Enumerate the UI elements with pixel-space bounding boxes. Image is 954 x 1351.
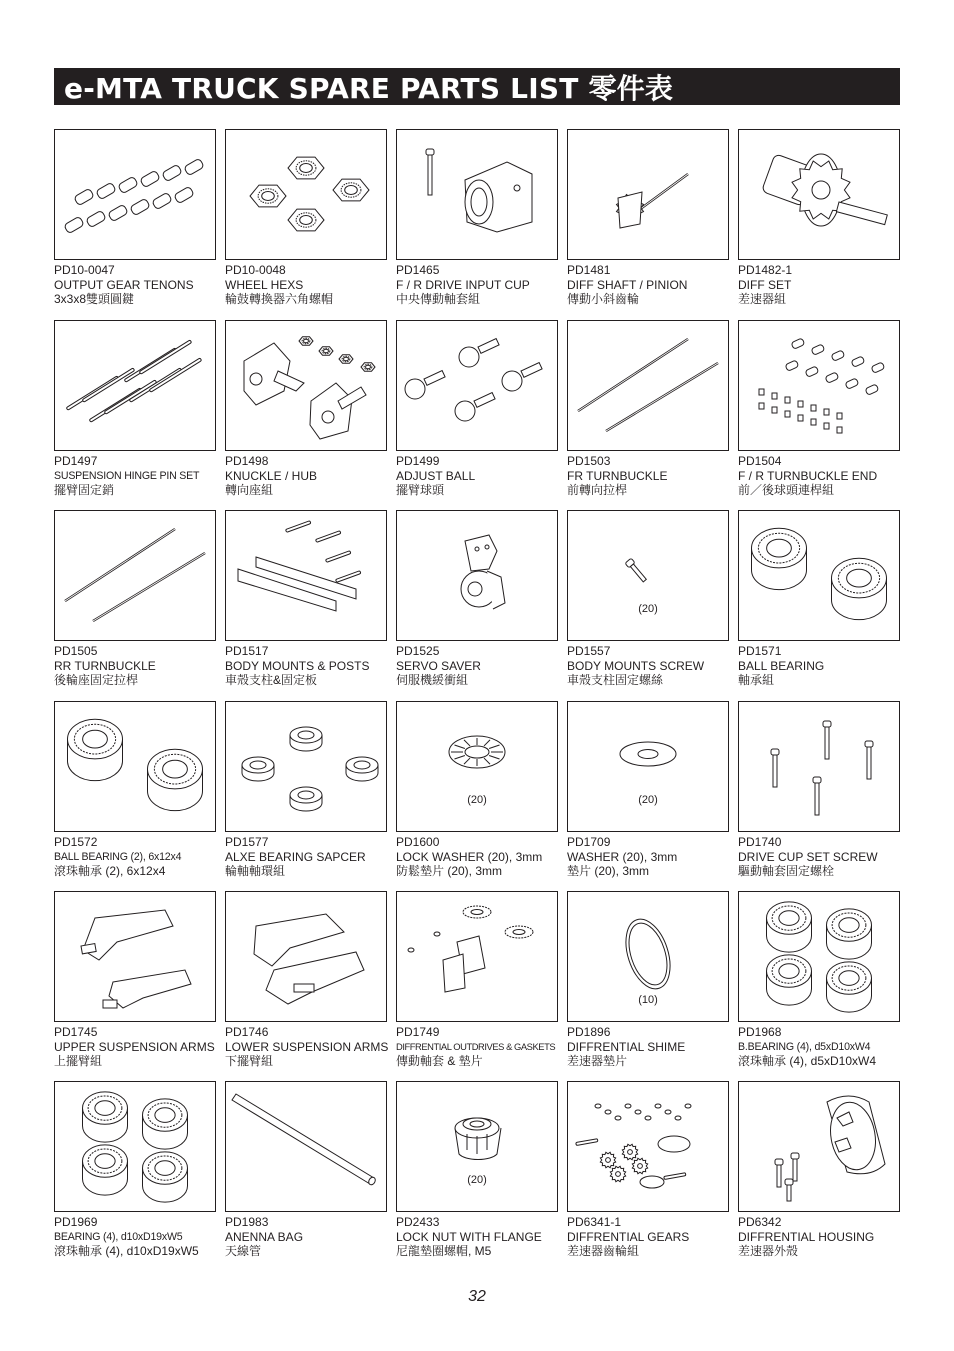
part-image [738, 129, 900, 260]
part-pd1740 [738, 701, 900, 889]
part-code: PD1983 [225, 1215, 269, 1229]
drive-cup-icon [397, 130, 557, 259]
part-code: PD1600 [396, 835, 440, 849]
part-pd1749 [396, 891, 558, 1079]
part-caption [54, 644, 224, 688]
part-name: SUSPENSION HINGE PIN SET [54, 469, 200, 482]
part-pd1600 [396, 701, 558, 889]
part-name: B.BEARING (4), d5xD10xW4 [738, 1040, 871, 1053]
bearing-icon [739, 511, 899, 640]
part-name-chinese: 擺臂固定銷 [54, 483, 115, 498]
part-name: DIFF SET [738, 277, 792, 292]
part-pd10-0047 [54, 129, 216, 317]
part-code: PD1503 [567, 454, 611, 468]
part-caption [54, 1215, 224, 1259]
part-image [54, 320, 216, 451]
part-caption [567, 1025, 737, 1069]
part-name: LOCK WASHER (20), 3mm [396, 849, 543, 864]
part-pd1499 [396, 320, 558, 508]
turnbuckle-icon [55, 511, 215, 640]
part-name: DIFF SHAFT / PINION [567, 277, 688, 292]
part-image [738, 701, 900, 832]
part-pd1465 [396, 129, 558, 317]
part-image [567, 510, 729, 641]
part-name-chinese: 差速器齒輪組 [567, 1244, 640, 1259]
part-name-chinese: 輪鼓轉換器六角螺帽 [225, 292, 334, 307]
part-name-chinese: 驅動軸套固定螺栓 [738, 864, 835, 879]
ball-stud-icon [397, 321, 557, 450]
part-pd1746 [225, 891, 387, 1079]
part-caption [396, 644, 566, 688]
part-name-chinese: 車殼支柱&固定板 [225, 673, 318, 688]
part-code: PD2433 [396, 1215, 440, 1229]
part-caption [567, 1215, 737, 1259]
part-name: BALL BEARING (2), 6x12x4 [54, 850, 182, 863]
part-caption [738, 644, 908, 688]
part-pd1709 [567, 701, 729, 889]
part-image [225, 701, 387, 832]
part-caption [396, 835, 566, 879]
page-number: 32 [468, 1288, 486, 1305]
part-name: ADJUST BALL [396, 468, 476, 483]
part-name: DIFFRENTIAL OUTDRIVES & GASKETS [396, 1040, 556, 1052]
part-name: OUTPUT GEAR TENONS [54, 277, 194, 292]
tenons-icon [55, 130, 215, 259]
part-code: PD1481 [567, 263, 611, 277]
part-image [225, 891, 387, 1022]
part-name: DRIVE CUP SET SCREW [738, 849, 878, 864]
part-name-chinese: 輪軸軸環組 [225, 864, 286, 879]
part-caption [738, 263, 908, 307]
bearing-icon [739, 892, 899, 1021]
part-code: PD6341-1 [567, 1215, 622, 1229]
part-pd1896 [567, 891, 729, 1079]
part-caption [225, 644, 395, 688]
part-pd1504 [738, 320, 900, 508]
part-name: RR TURNBUCKLE [54, 658, 156, 673]
bearing-icon [55, 1082, 215, 1211]
part-pd1572 [54, 701, 216, 889]
part-name: ALXE BEARING SAPCER [225, 849, 366, 864]
part-image [567, 1081, 729, 1212]
part-caption [54, 454, 224, 498]
part-image [396, 129, 558, 260]
part-code: PD1497 [54, 454, 98, 468]
part-image [396, 320, 558, 451]
bearing-icon [55, 702, 215, 831]
part-name-chinese: 尼龍墊圈螺帽, M5 [396, 1244, 492, 1259]
pinion-icon [568, 130, 728, 259]
part-pd1968 [738, 891, 900, 1079]
part-image [54, 891, 216, 1022]
part-image [54, 510, 216, 641]
part-image [567, 891, 729, 1022]
part-caption [225, 1215, 395, 1259]
part-pd1571 [738, 510, 900, 698]
part-code: PD1745 [54, 1025, 98, 1039]
part-image [225, 129, 387, 260]
part-code: PD1504 [738, 454, 782, 468]
part-name: WHEEL HEXS [225, 277, 304, 292]
part-name-chinese: 天線管 [225, 1244, 262, 1259]
part-name-chinese: 車殼支柱固定螺絲 [567, 673, 664, 688]
part-image [396, 510, 558, 641]
part-name-chinese: 滾珠軸承 (4), d10xD19xW5 [54, 1244, 199, 1259]
part-name-chinese: 下擺臂組 [225, 1054, 274, 1069]
part-image [738, 320, 900, 451]
upper-arm-icon [55, 892, 215, 1021]
part-name-chinese: 伺服機緩衝組 [396, 673, 469, 688]
part-name: KNUCKLE / HUB [225, 468, 318, 483]
part-pd1557 [567, 510, 729, 698]
part-name-chinese: 轉向座組 [225, 483, 274, 498]
part-name-chinese: 傳動軸套 & 墊片 [396, 1054, 483, 1069]
part-name: BEARING (4), d10xD19xW5 [54, 1230, 183, 1243]
part-name-chinese: 防鬆墊片 (20), 3mm [396, 864, 503, 879]
part-code: PD10-0048 [225, 263, 286, 277]
part-code: PD1482-1 [738, 263, 793, 277]
part-name: LOWER SUSPENSION ARMS [225, 1039, 389, 1054]
hex-nut-icon [226, 130, 386, 259]
part-code: PD1896 [567, 1025, 611, 1039]
part-caption [567, 644, 737, 688]
page-title: e-MTA TRUCK SPARE PARTS LIST 零件表 [54, 68, 900, 105]
part-name-chinese: 差速器外殼 [738, 1244, 799, 1259]
part-name-chinese: 滾珠軸承 (2), 6x12x4 [54, 864, 166, 879]
part-pd1517 [225, 510, 387, 698]
part-pd1482-1 [738, 129, 900, 317]
part-image [225, 510, 387, 641]
part-pd10-0048 [225, 129, 387, 317]
part-name: UPPER SUSPENSION ARMS [54, 1039, 215, 1054]
part-code: PD1525 [396, 644, 440, 658]
part-name-chinese: 滾珠軸承 (4), d5xD10xW4 [738, 1054, 877, 1069]
part-name-chinese: 軸承組 [738, 673, 775, 688]
part-pd2433 [396, 1081, 558, 1269]
part-name: DIFFRENTIAL HOUSING [738, 1229, 875, 1244]
part-code: PD1968 [738, 1025, 782, 1039]
part-image [54, 1081, 216, 1212]
servo-saver-icon [397, 511, 557, 640]
part-code: PD1969 [54, 1215, 98, 1229]
part-code: PD1517 [225, 644, 269, 658]
part-image [225, 1081, 387, 1212]
part-pd1481 [567, 129, 729, 317]
part-code: PD1746 [225, 1025, 269, 1039]
part-image [54, 129, 216, 260]
part-name: DIFFRENTIAL GEARS [567, 1229, 690, 1244]
part-pd1505 [54, 510, 216, 698]
outdrive-icon [397, 892, 557, 1021]
part-pd1969 [54, 1081, 216, 1269]
part-caption [738, 1215, 908, 1259]
hinge-pin-icon [55, 321, 215, 450]
part-name: WASHER (20), 3mm [567, 849, 678, 864]
part-caption [738, 454, 908, 498]
part-image [225, 320, 387, 451]
part-caption [396, 1215, 566, 1259]
part-code: PD1749 [396, 1025, 440, 1039]
part-code: PD1557 [567, 644, 611, 658]
part-image [567, 129, 729, 260]
part-caption [225, 263, 395, 307]
part-name-chinese: 墊片 (20), 3mm [567, 864, 650, 879]
part-pd1498 [225, 320, 387, 508]
part-caption [567, 835, 737, 879]
part-name: BODY MOUNTS & POSTS [225, 658, 370, 673]
part-name: SERVO SAVER [396, 658, 481, 673]
part-name: BODY MOUNTS SCREW [567, 658, 705, 673]
part-name-chinese: 中央傳動軸套組 [396, 292, 481, 307]
part-caption [396, 454, 566, 498]
lower-arm-icon [226, 892, 386, 1021]
part-caption [738, 1025, 908, 1069]
part-pd1577 [225, 701, 387, 889]
part-image [396, 891, 558, 1022]
part-quantity: (20) [638, 794, 658, 806]
screw-icon [568, 511, 728, 640]
part-caption [54, 263, 224, 307]
part-image [738, 510, 900, 641]
part-caption [738, 835, 908, 879]
part-caption [567, 454, 737, 498]
part-name: F / R TURNBUCKLE END [738, 468, 878, 483]
part-name: LOCK NUT WITH FLANGE [396, 1229, 542, 1244]
part-name-chinese: 上擺臂組 [54, 1054, 103, 1069]
spacer-icon [226, 702, 386, 831]
part-code: PD1577 [225, 835, 269, 849]
knuckle-icon [226, 321, 386, 450]
part-code: PD1505 [54, 644, 98, 658]
diff-set-icon [739, 130, 899, 259]
part-name-chinese: 前轉向拉桿 [567, 483, 628, 498]
part-caption [225, 835, 395, 879]
part-caption [225, 1025, 395, 1069]
set-screw-icon [739, 702, 899, 831]
part-image [396, 701, 558, 832]
part-name: FR TURNBUCKLE [567, 468, 668, 483]
part-caption [225, 454, 395, 498]
part-quantity: (10) [638, 994, 658, 1006]
body-mount-icon [226, 511, 386, 640]
part-image [54, 701, 216, 832]
part-image [738, 1081, 900, 1212]
part-code: PD1465 [396, 263, 440, 277]
part-pd6341-1 [567, 1081, 729, 1269]
part-code: PD1572 [54, 835, 98, 849]
part-pd1525 [396, 510, 558, 698]
part-quantity: (20) [638, 603, 658, 615]
lock-washer-icon [397, 702, 557, 831]
part-quantity: (20) [467, 1174, 487, 1186]
antenna-tube-icon [226, 1082, 386, 1211]
part-code: PD1498 [225, 454, 269, 468]
washer-icon [568, 702, 728, 831]
part-code: PD1499 [396, 454, 440, 468]
part-image [567, 701, 729, 832]
part-image [738, 891, 900, 1022]
diff-gears-icon [568, 1082, 728, 1211]
part-pd1503 [567, 320, 729, 508]
part-quantity: (20) [467, 794, 487, 806]
part-code: PD1740 [738, 835, 782, 849]
part-caption [54, 1025, 224, 1069]
part-image [567, 320, 729, 451]
part-caption [396, 263, 566, 307]
part-name-chinese: 後輪座固定拉桿 [54, 673, 139, 688]
part-name-chinese: 傳動小斜齒輪 [567, 292, 640, 307]
part-name-chinese: 3x3x8雙頭圓鍵 [54, 292, 135, 307]
turnbuckle-icon [568, 321, 728, 450]
part-caption [396, 1025, 566, 1069]
part-pd1497 [54, 320, 216, 508]
part-name-chinese: 擺臂球頭 [396, 483, 445, 498]
part-name: F / R DRIVE INPUT CUP [396, 277, 530, 292]
part-caption [54, 835, 224, 879]
part-name: BALL BEARING [738, 658, 825, 673]
part-image [396, 1081, 558, 1212]
part-name-chinese: 前／後球頭連桿組 [738, 483, 835, 498]
part-caption [567, 263, 737, 307]
part-name-chinese: 差速器墊片 [567, 1054, 628, 1069]
flange-nut-icon [397, 1082, 557, 1211]
diff-housing-icon [739, 1082, 899, 1211]
part-pd1745 [54, 891, 216, 1079]
rod-end-icon [739, 321, 899, 450]
part-code: PD1571 [738, 644, 782, 658]
part-pd1983 [225, 1081, 387, 1269]
part-name: ANENNA BAG [225, 1229, 304, 1244]
part-name: DIFFRENTIAL SHIME [567, 1039, 686, 1054]
part-name-chinese: 差速器組 [738, 292, 787, 307]
part-code: PD10-0047 [54, 263, 115, 277]
part-code: PD1709 [567, 835, 611, 849]
part-code: PD6342 [738, 1215, 782, 1229]
part-pd6342 [738, 1081, 900, 1269]
